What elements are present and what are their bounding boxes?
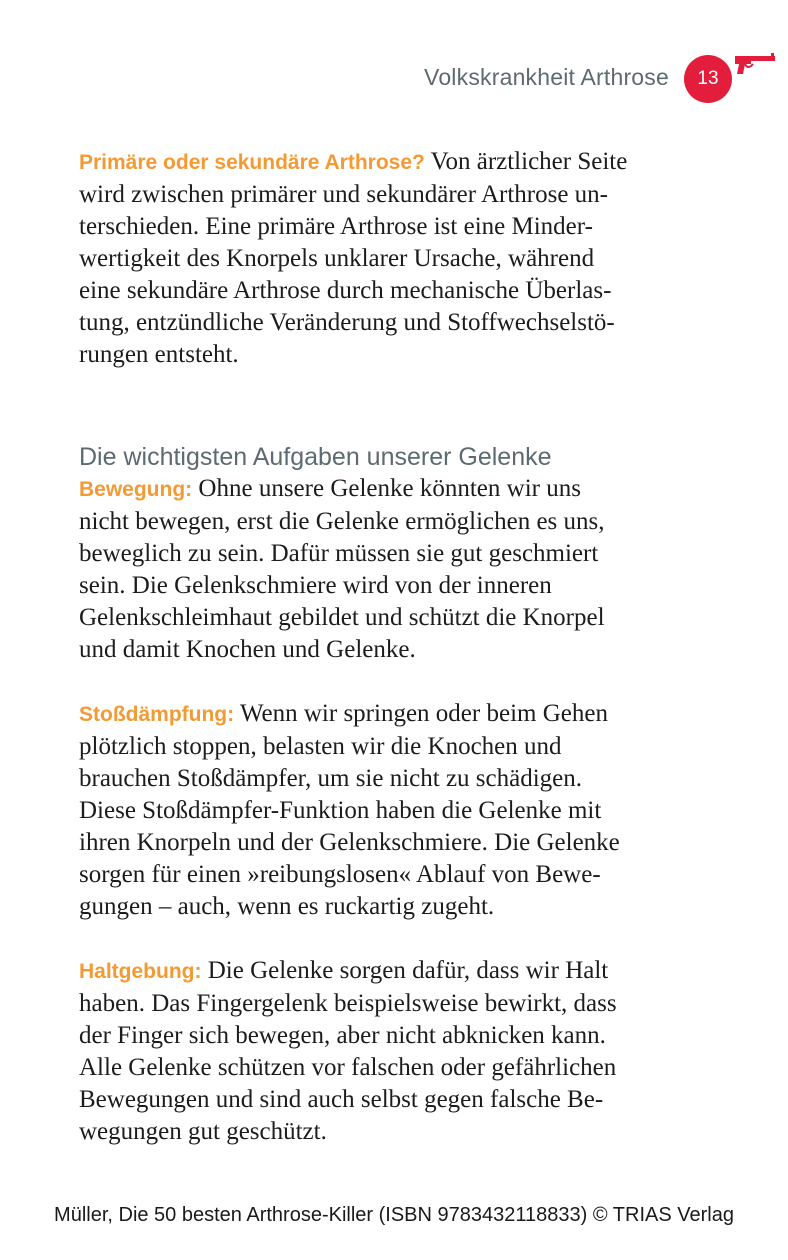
bewegung-line-3: sein. Die Gelenkschmiere wird von der inneren bbox=[79, 572, 552, 599]
page-header bbox=[0, 0, 788, 110]
stoss-line-3: Diese Stoßdämpfer-Funktion haben die Gelenke mit bbox=[79, 797, 602, 824]
intro-lead: Primäre oder sekundäre Arthrose? bbox=[79, 151, 425, 174]
haltgebung-lead: Haltgebung: bbox=[79, 960, 202, 983]
intro-line-3: wertigkeit des Knorpels unklarer Ursache, während bbox=[79, 245, 595, 272]
halt-line-1: haben. Das Fingergelenk beispielsweise bewirkt, dass bbox=[79, 990, 617, 1017]
stoss-line-1: plötzlich stoppen, belasten wir die Knochen und bbox=[79, 733, 562, 760]
bewegung-line-0: Bewegung: Ohne unsere Gelenke könnten wir uns bbox=[79, 475, 581, 502]
halt-line-0: Haltgebung: Die Gelenke sorgen dafür, dass wir Halt bbox=[79, 957, 609, 984]
intro-line-6: rungen entsteht. bbox=[79, 341, 239, 368]
stoss-line-4: ihren Knorpeln und der Gelenkschmiere. Die Gelenke bbox=[79, 829, 620, 856]
stoss-line-2: brauchen Stoßdämpfer, um sie nicht zu schädigen. bbox=[79, 765, 583, 792]
running-head: Volkskrankheit Arthrose bbox=[424, 64, 669, 90]
intro-paragraph bbox=[79, 146, 679, 371]
paragraph-stossdaempfung bbox=[79, 698, 679, 923]
intro-line-2: terschieden. Eine primäre Arthrose ist eine Minder- bbox=[79, 213, 593, 240]
intro-line-5: tung, entzündliche Veränderung und Stoffwechselstö- bbox=[79, 309, 615, 336]
copyright-footer: Müller, Die 50 besten Arthrose-Killer (ISBN 9783432118833) © TRIAS Verlag bbox=[54, 1204, 734, 1226]
paragraph-bewegung bbox=[79, 473, 679, 666]
page-number: 13 bbox=[697, 68, 719, 89]
page-body bbox=[79, 146, 679, 1148]
bewegung-line-4: Gelenkschleimhaut gebildet und schützt die Knorpel bbox=[79, 604, 605, 631]
intro-line-4: eine sekundäre Arthrose durch mechanische Überlas- bbox=[79, 277, 612, 304]
intro-line-0: Primäre oder sekundäre Arthrose? Von ärztlicher Seite bbox=[79, 148, 628, 175]
bewegung-line-5: und damit Knochen und Gelenke. bbox=[79, 636, 416, 663]
bewegung-line-2: beweglich zu sein. Dafür müssen sie gut geschmiert bbox=[79, 540, 599, 567]
paragraph-haltgebung bbox=[79, 955, 679, 1148]
halt-line-3: Alle Gelenke schützen vor falschen oder gefährlichen bbox=[79, 1054, 617, 1081]
stoss-line-5: sorgen für einen »reibungslosen« Ablauf von Bewe- bbox=[79, 861, 601, 888]
stossdaempfung-lead: Stoßdämpfung: bbox=[79, 703, 235, 726]
page-number-badge bbox=[684, 55, 732, 103]
stoss-line-6: gungen – auch, wenn es ruckartig zugeht. bbox=[79, 893, 495, 920]
bewegung-line-1: nicht bewegen, erst die Gelenke ermöglichen es uns, bbox=[79, 508, 605, 535]
halt-line-2: der Finger sich bewegen, aber nicht abknicken kann. bbox=[79, 1022, 606, 1049]
bewegung-lead: Bewegung: bbox=[79, 478, 193, 501]
halt-line-4: Bewegungen und sind auch selbst gegen falsche Be- bbox=[79, 1086, 604, 1113]
stoss-line-0: Stoßdämpfung: Wenn wir springen oder beim Gehen bbox=[79, 700, 608, 727]
pistol-icon bbox=[733, 50, 777, 80]
halt-line-5: wegungen gut geschützt. bbox=[79, 1118, 327, 1145]
section-title: Die wichtigsten Aufgaben unserer Gelenke bbox=[79, 443, 552, 471]
intro-line-1: wird zwischen primärer und sekundärer Arthrose un- bbox=[79, 181, 608, 208]
